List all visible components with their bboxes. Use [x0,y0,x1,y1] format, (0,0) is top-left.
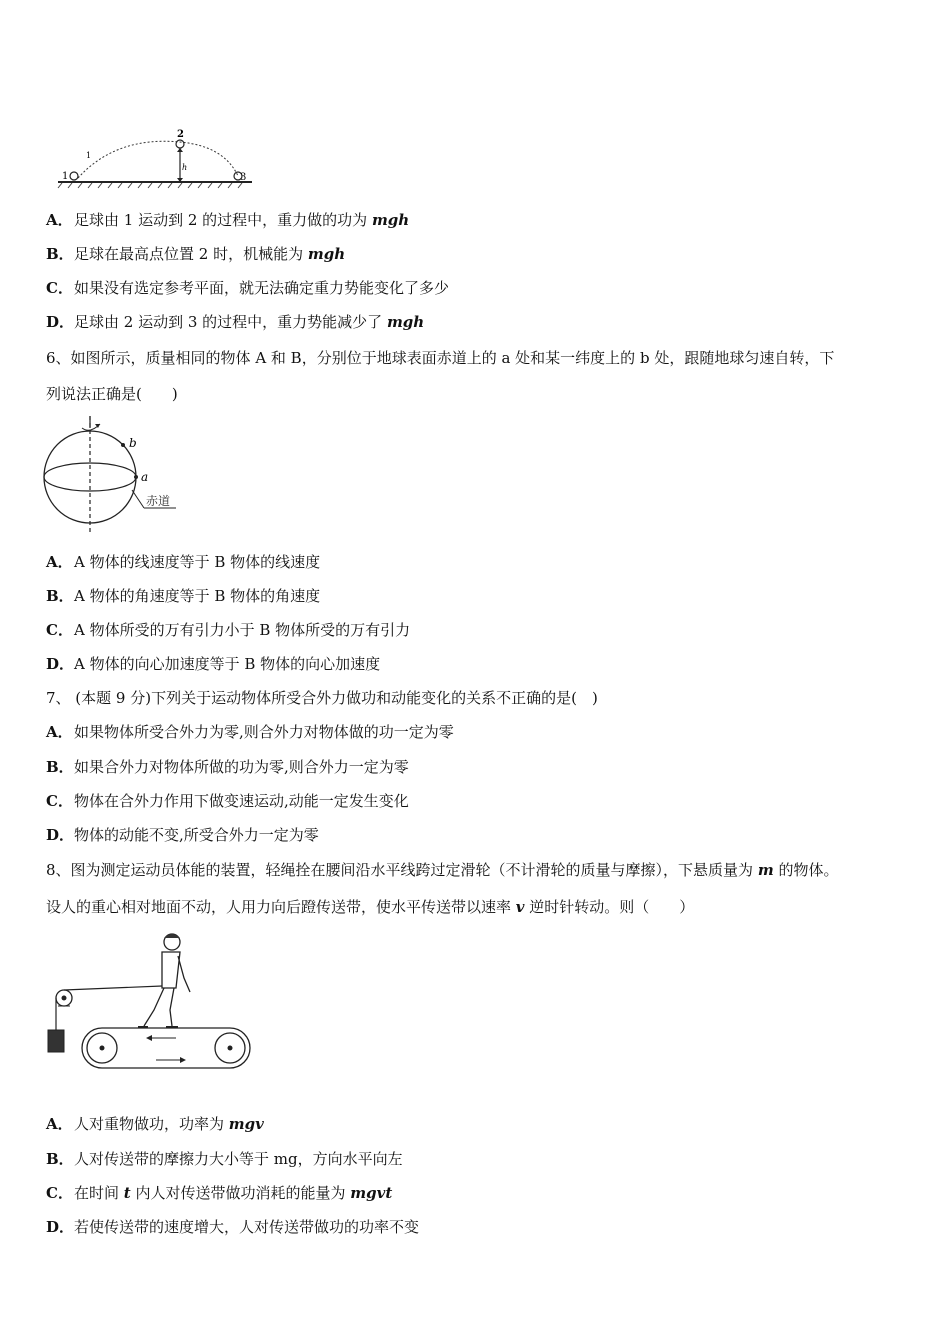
q8-stem-line1: 8、图为测定运动员体能的装置，轻绳拴在腰间沿水平线跨过定滑轮（不计滑轮的质量与摩擦），下悬质量为 m 的物体。 [46,861,839,879]
q7-option-a: A．如果物体所受合外力为零,则合外力对物体做的功一定为零 [46,723,454,741]
q5-option-c: C．如果没有选定参考平面，就无法确定重力势能变化了多少 [46,279,450,297]
q7-option-c: C．物体在合外力作用下做变速运动,动能一定发生变化 [46,792,409,810]
q8-stem-line2: 设人的重心相对地面不动，人用力向后蹬传送带，使水平传送带以速率 v 逆时针转动。则（ ） [46,898,695,916]
label-a: a [141,470,149,484]
q6-stem-line1: 6、如图所示，质量相同的物体 A 和 B，分别位于地球表面赤道上的 a 处和某一纬度上的 b 处，跟随地球匀速自转，下 [46,349,835,367]
q6-option-b: B．A 物体的角速度等于 B 物体的角速度 [46,587,321,605]
label-equator: 赤道 [146,494,171,508]
figure-label-2: 2 [177,129,184,140]
figure-label-3: 3 [240,172,247,183]
q6-option-c: C．A 物体所受的万有引力小于 B 物体所受的万有引力 [46,621,411,639]
figure-label-h: h [182,163,188,172]
label-b: b [129,436,137,450]
q8-option-c: C．在时间 t 内人对传送带做功消耗的能量为 mgvt [46,1184,393,1202]
figure-label-path: 1 [86,151,92,160]
q8-option-a: A．人对重物做功，功率为 mgv [46,1115,264,1133]
q8-option-b: B．人对传送带的摩擦力大小等于 mg，方向水平向左 [46,1150,403,1168]
q7-option-b: B．如果合外力对物体所做的功为零,则合外力一定为零 [46,758,409,776]
q5-option-a: A．足球由 1 运动到 2 的过程中，重力做的功为 mgh [46,211,410,229]
football-trajectory-figure [56,128,256,190]
earth-rotation-figure [40,412,190,538]
q8-option-d: D．若使传送带的速度增大，人对传送带做功的功率不变 [46,1218,420,1236]
q7-option-d: D．物体的动能不变,所受合外力一定为零 [46,826,319,844]
q6-option-d: D．A 物体的向心加速度等于 B 物体的向心加速度 [46,655,381,673]
treadmill-pulley-figure [44,930,254,1074]
q5-option-d: D．足球由 2 运动到 3 的过程中，重力势能减少了 mgh [46,313,425,331]
q7-stem: 7、 (本题 9 分)下列关于运动物体所受合外力做功和动能变化的关系不正确的是( ) [46,689,598,707]
figure-label-1: 1 [62,171,69,182]
q6-stem-line2: 列说法正确是( ) [46,385,178,403]
q5-option-b: B．足球在最高点位置 2 时，机械能为 mgh [46,245,346,263]
q6-option-a: A．A 物体的线速度等于 B 物体的线速度 [46,553,321,571]
